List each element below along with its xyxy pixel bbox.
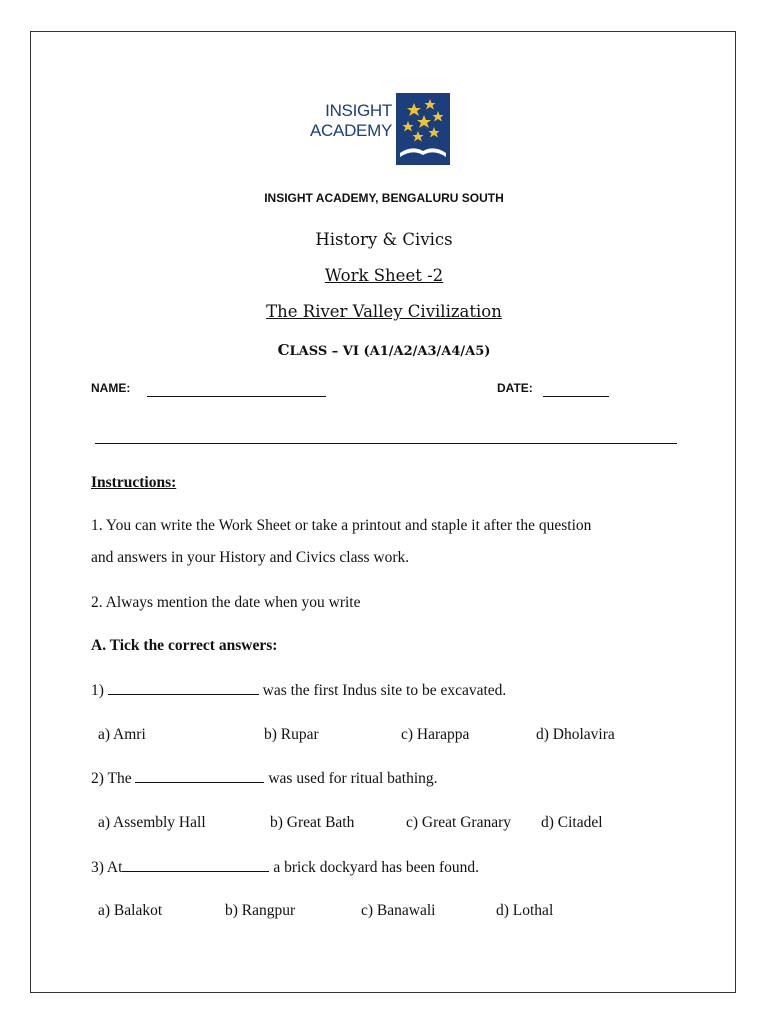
q1-option-c[interactable]: c) Harappa xyxy=(401,726,470,743)
q1-option-d[interactable]: d) Dholavira xyxy=(536,726,615,743)
logo-emblem xyxy=(396,93,450,165)
class-line: CLASS – VI (A1/A2/A3/A4/A5) xyxy=(277,341,491,359)
name-label: NAME: xyxy=(91,381,131,395)
q3-option-b[interactable]: b) Rangpur xyxy=(225,902,296,919)
answer-blank[interactable] xyxy=(108,681,259,695)
q1-option-b[interactable]: b) Rupar xyxy=(264,726,319,743)
date-field[interactable] xyxy=(543,396,609,397)
instruction-1: 1. You can write the Work Sheet or take a printout and staple it after the question xyxy=(91,517,592,534)
answer-blank[interactable] xyxy=(135,769,264,783)
q2-option-a[interactable]: a) Assembly Hall xyxy=(98,814,206,831)
question-3: 3) At a brick dockyard has been found. xyxy=(91,859,480,876)
divider-line xyxy=(95,443,677,444)
name-field[interactable] xyxy=(147,396,326,397)
instruction-2: 2. Always mention the date when you write xyxy=(91,594,361,611)
topic-title: The River Valley Civilization xyxy=(266,302,502,321)
q1-option-a[interactable]: a) Amri xyxy=(98,726,146,743)
insight-academy-logo xyxy=(306,93,464,168)
q2-option-c[interactable]: c) Great Granary xyxy=(406,814,511,831)
worksheet-number: Work Sheet -2 xyxy=(324,266,444,285)
instruction-1-continued: and answers in your History and Civics class work. xyxy=(91,549,410,566)
school-name: INSIGHT ACADEMY, BENGALURU SOUTH xyxy=(264,191,504,205)
date-label: DATE: xyxy=(497,381,533,395)
subject-title: History & Civics xyxy=(315,230,453,249)
q2-option-b[interactable]: b) Great Bath xyxy=(270,814,355,831)
stars-book-icon xyxy=(396,93,450,165)
question-1: 1) was the first Indus site to be excavated. xyxy=(91,682,507,699)
logo-wordmark: INSIGHT ACADEMY xyxy=(310,101,392,140)
question-2: 2) The was used for ritual bathing. xyxy=(91,770,438,787)
q3-option-d[interactable]: d) Lothal xyxy=(496,902,554,919)
section-a-heading: A. Tick the correct answers: xyxy=(91,637,278,654)
q2-option-d[interactable]: d) Citadel xyxy=(541,814,603,831)
answer-blank[interactable] xyxy=(122,858,269,872)
q3-option-c[interactable]: c) Banawali xyxy=(361,902,436,919)
q3-option-a[interactable]: a) Balakot xyxy=(98,902,163,919)
instructions-heading: Instructions: xyxy=(91,474,177,491)
worksheet-page-border xyxy=(30,31,736,993)
